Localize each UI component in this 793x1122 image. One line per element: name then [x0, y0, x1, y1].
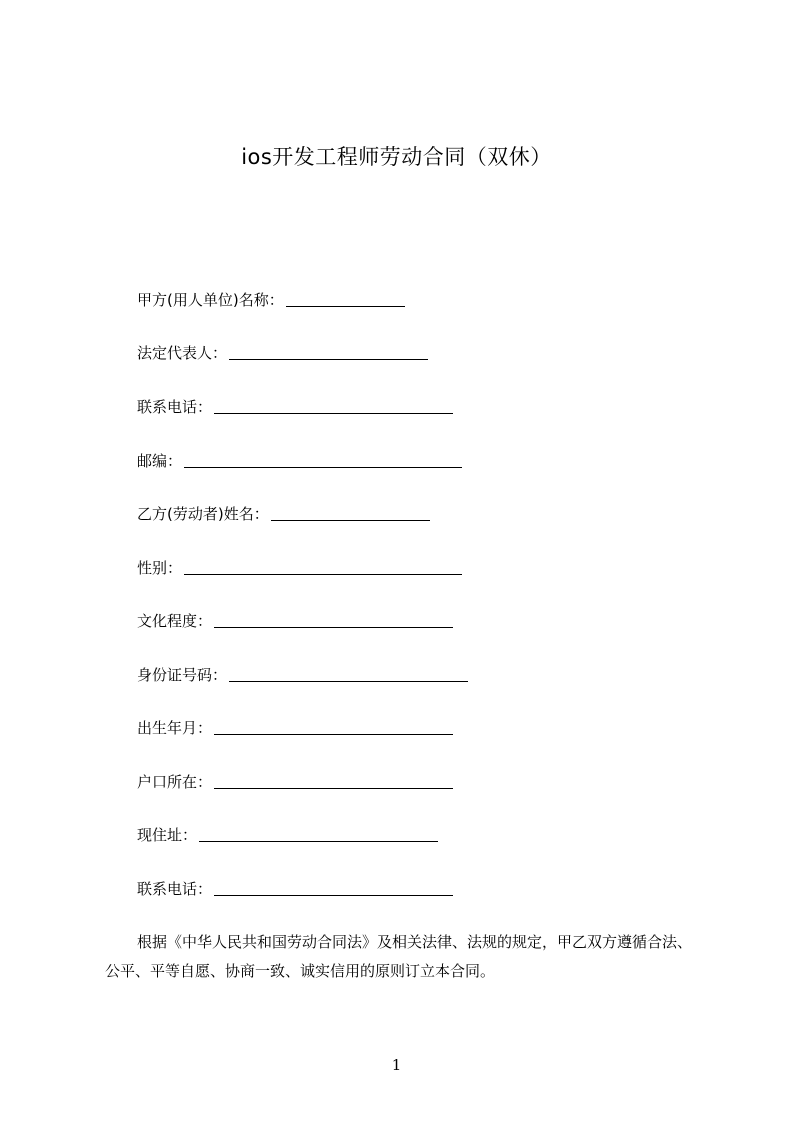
fill-in-blank-line [214, 788, 453, 789]
field-employee-phone [137, 878, 453, 900]
field-id-number [137, 664, 468, 686]
field-label: 性别： [137, 559, 183, 577]
page-title: ios开发工程师劳动合同（双休） [241, 145, 552, 169]
field-employer-phone [137, 396, 453, 418]
field-education [137, 610, 453, 632]
field-label: 联系电话： [137, 398, 213, 416]
fill-in-blank-line [229, 359, 428, 360]
field-birth-date [137, 717, 453, 739]
field-label: 邮编： [137, 452, 183, 470]
fill-in-blank-line [286, 306, 405, 307]
field-employee-name [137, 503, 430, 525]
field-label: 法定代表人： [137, 344, 228, 362]
field-label: 乙方(劳动者)姓名： [137, 505, 269, 523]
fill-in-blank-line [271, 520, 430, 521]
fill-in-blank-line [184, 467, 462, 468]
field-label: 出生年月： [137, 719, 213, 737]
field-employer-name [137, 289, 405, 311]
field-household-registration [137, 771, 453, 793]
field-label: 现住址： [137, 826, 198, 844]
fill-in-blank-line [214, 895, 453, 896]
fill-in-blank-line [214, 413, 453, 414]
field-label: 联系电话： [137, 880, 213, 898]
field-label: 文化程度： [137, 612, 213, 630]
field-label: 户口所在： [137, 773, 213, 791]
fill-in-blank-line [229, 681, 468, 682]
page-number: 1 [391, 1056, 402, 1074]
field-current-address [137, 824, 438, 846]
fill-in-blank-line [214, 734, 453, 735]
fill-in-blank-line [184, 574, 462, 575]
field-legal-representative [137, 342, 428, 364]
paragraph-text: 根据《中华人民共和国劳动合同法》及相关法律、法规的规定，甲乙双方遵循合法、公平、平等自愿、协商一致、诚实信用的原则订立本合同。 [105, 933, 693, 980]
fill-in-blank-line [199, 841, 438, 842]
field-label: 甲方(用人单位)名称： [137, 291, 284, 309]
fill-in-blank-line [214, 627, 453, 628]
field-label: 身份证号码： [137, 666, 228, 684]
field-gender [137, 557, 462, 579]
field-postcode [137, 450, 462, 472]
body-paragraph [105, 928, 705, 986]
